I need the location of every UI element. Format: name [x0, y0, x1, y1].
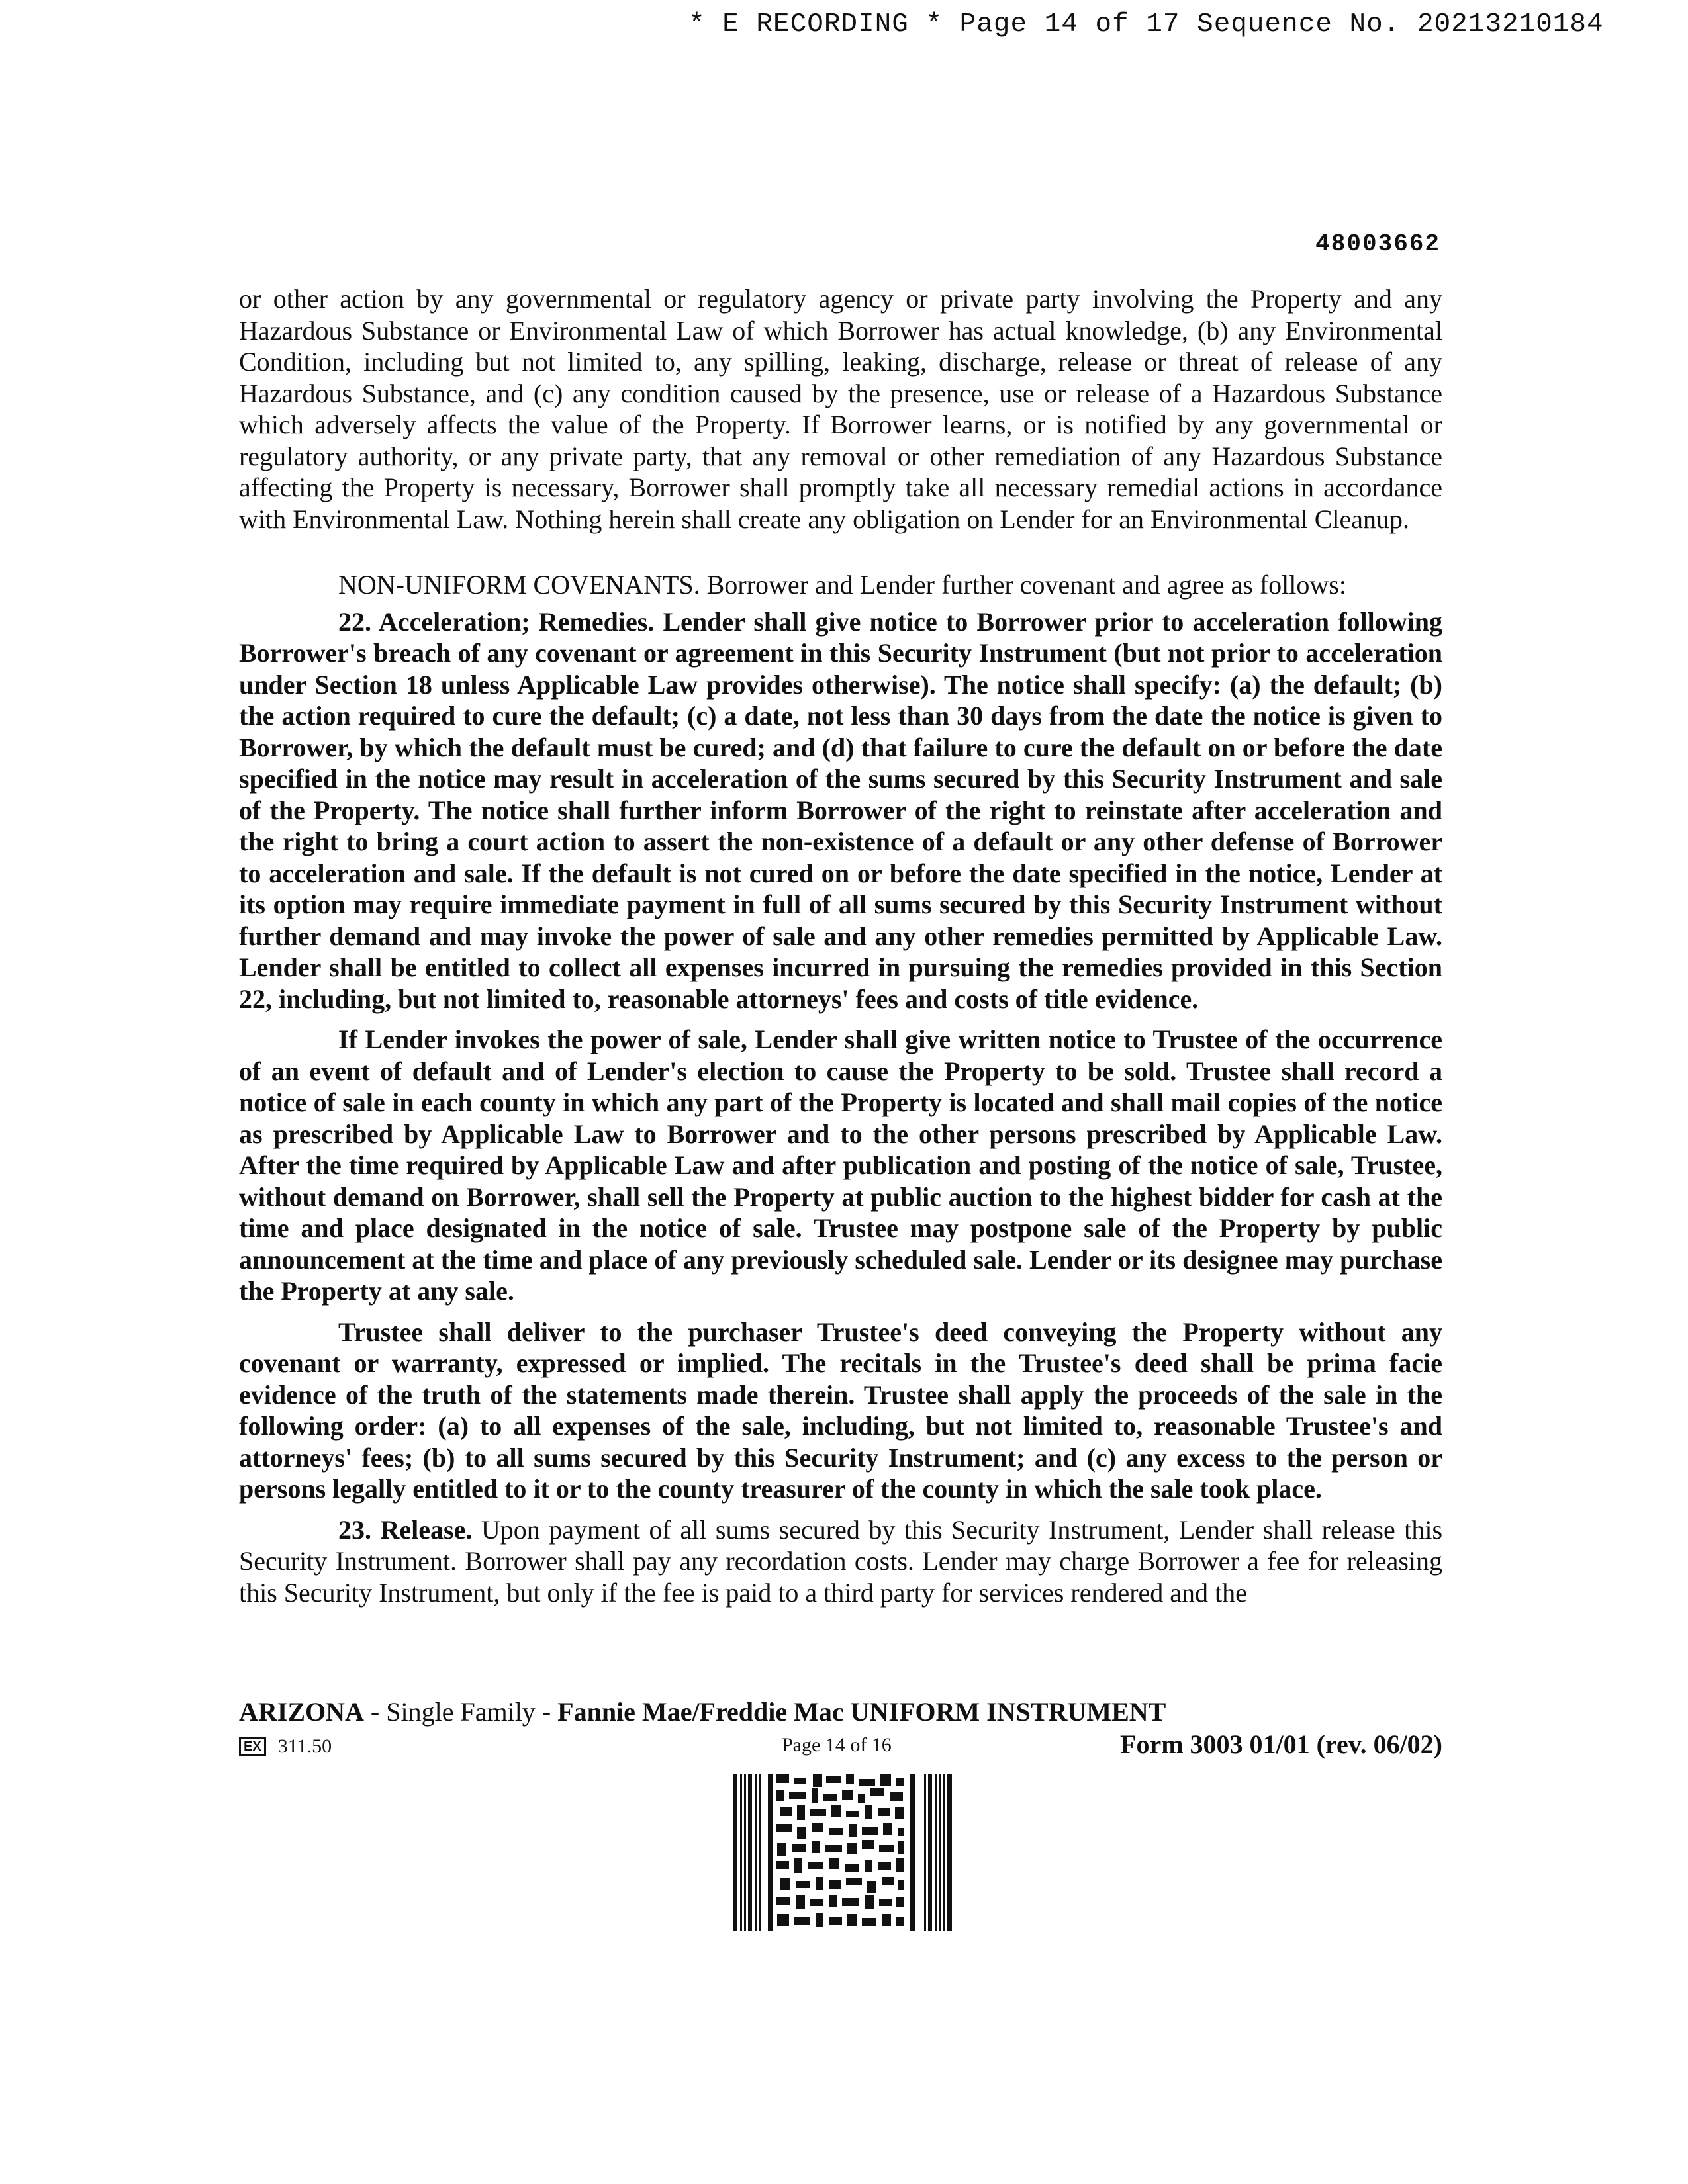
section-22-paragraph	[239, 606, 1442, 1015]
ex-code-number: 311.50	[277, 1735, 332, 1757]
page-number: Page 14 of 16	[782, 1734, 892, 1756]
footer-separator: -	[363, 1697, 387, 1727]
ex-logo-icon: EX	[239, 1737, 266, 1756]
loan-number: 48003662	[1315, 230, 1440, 257]
form-footer	[239, 1696, 1442, 1762]
section-22-text: Lender shall give notice to Borrower prior to acceleration following Borrower's breach of any covenant or agreement in this Security Instrument (but not prior to acceleration under Section 18 unless Applicable Law provides otherwise). The notice shall specify: (a) the default; (b) the action required to cure the default; (c) a date, not less than 30 days from the date the notice is given to Borrower, by which the default must be cured; and (d) that failure to cure the default on or before the date specified in the notice may result in acceleration of the sums secured by this Security Instrument and sale of the Property. The notice shall further inform Borrower of the right to reinstate after acceleration and the right to bring a court action to assert the non-existence of a default or any other defense of Borrower to acceleration and sale. If the default is not cured on or before the date specified in the notice, Lender at its option may require immediate payment in full of all sums secured by this Security Instrument without further demand and may invoke the power of sale and any other remedies permitted by Applicable Law. Lender shall be entitled to collect all expenses incurred in pursuing the remedies provided in this Section 22, including, but not limited to, reasonable attorneys' fees and costs of title evidence.	[239, 606, 1442, 1014]
recording-header: * E RECORDING * Page 14 of 17 Sequence No. 20213210184	[688, 9, 1604, 40]
paragraph-environmental: or other action by any governmental or regulatory agency or private party involving the Property and any Hazardous Substance or Environmental Law of which Borrower has actual knowledge, (b) any Environmental Condition, including but not limited to, any spilling, leaking, discharge, release or threat of release of any Hazardous Substance, and (c) any condition caused by the presence, use or release of a Hazardous Substance which adversely affects the value of the Property. If Borrower learns, or is notified by any governmental or regulatory authority, or any private party, that any removal or other remediation of any Hazardous Substance affecting the Property is necessary, Borrower shall promptly take all necessary remedial actions in accordance with Environmental Law. Nothing herein shall create any obligation on Lender for an Environmental Cleanup.	[239, 284, 1442, 534]
footer-instrument: Fannie Mae/Freddie Mac UNIFORM INSTRUMENT	[557, 1697, 1166, 1727]
non-uniform-covenants: NON-UNIFORM COVENANTS. Borrower and Lender further covenant and agree as follows:	[338, 570, 1346, 600]
section-22-heading: 22. Acceleration; Remedies.	[338, 606, 655, 637]
ex-code	[239, 1735, 332, 1758]
section-22-trustee-deed: Trustee shall deliver to the purchaser Trustee's deed conveying the Property without any covenant or warranty, expressed or implied. The recitals in the Trustee's deed shall be prima facie evidence of the truth of the statements made therein. Trustee shall apply the proceeds of the sale in the following order: (a) to all expenses of the sale, including, but not limited to, reasonable Trustee's and attorneys' fees; (b) to all sums secured by this Security Instrument; and (c) any excess to the person or persons legally entitled to it or to the county treasurer of the county in which the sale took place.	[239, 1316, 1442, 1504]
footer-family: Single Family	[386, 1697, 536, 1727]
form-number: Form 3003 01/01 (rev. 06/02)	[1120, 1729, 1442, 1759]
footer-row	[239, 1729, 1442, 1762]
footer-title	[239, 1696, 1442, 1727]
section-23-heading: 23. Release.	[338, 1514, 473, 1545]
footer-separator: -	[535, 1697, 558, 1727]
document-body	[239, 283, 1442, 1608]
section-23-text: Upon payment of all sums secured by this Security Instrument, Lender shall release this Security Instrument. Borrower shall pay any recordation costs. Lender may charge Borrower a fee for releasing this Security Instrument, but only if the fee is paid to a third party for services rendered and the	[239, 1514, 1443, 1608]
barcode-icon	[733, 1774, 952, 1931]
section-22-power-of-sale: If Lender invokes the power of sale, Lender shall give written notice to Trustee of the occurrence of an event of default and of Lender's election to cause the Property to be sold. Trustee shall record a notice of sale in each county in which any part of the Property is located and shall mail copies of the notice as prescribed by Applicable Law to Borrower and to the other persons prescribed by Applicable Law. After the time required by Applicable Law and after publication and posting of the notice of sale, Trustee, without demand on Borrower, shall sell the Property at public auction to the highest bidder for cash at the time and place designated in the notice of sale. Trustee may postpone sale of the Property by public announcement at the time and place of any previously scheduled sale. Lender or its designee may purchase the Property at any sale.	[239, 1024, 1442, 1306]
footer-state: ARIZONA	[239, 1697, 364, 1727]
section-23-paragraph	[239, 1514, 1442, 1609]
